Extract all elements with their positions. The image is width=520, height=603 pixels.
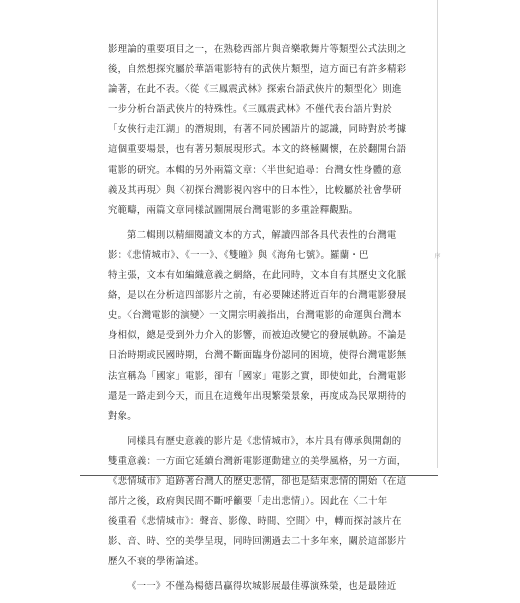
margin-rule [437,0,438,468]
text-line: 影、音、時、空的美學呈現，同時回溯過去二十多年來，關於這部影片 [108,536,407,548]
text-line: 還是一路走到今天，而且在這幾年出現繁榮景象，再度成為民眾期待的 [108,390,407,402]
text-line: 同樣具有歷史意義的影片是《悲情城市》，本片具有傳承與開創的 [127,435,402,447]
text-line: 第二輯則以精細閱讀文本的方式，解讀四部各具代表性的台灣電 [127,229,397,241]
text-line: 法宣稱為「國家」電影，卻有「國家」電影之實，即使如此，台灣電影 [108,370,407,382]
text-line: 對象。 [108,410,137,422]
text-line: 電影的研究。本輯的另外兩篇文章：〈半世紀追尋：台灣女性身體的意 [108,164,402,176]
text-line: 史。〈台灣電影的演變〉一文開宗明義指出，台灣電影的命運與台灣本 [108,310,402,322]
text-line: 《悲情城市》追跡著台灣人的歷史悲情，卻也是結束悲情的開始（在這 [108,475,407,487]
text-line: 特主張，文本有如編織意義之網絡，在此同時，文本自有其歷史文化脈 [108,270,407,282]
text-line: 影：《悲情城市》、《一一》、《雙瞳》與《海角七號》。羅蘭・巴 [108,249,369,261]
paragraph [108,40,420,221]
body-text [108,40,420,603]
side-tab-label: 序 [434,252,441,260]
text-line: 影理論的重要項目之一，在熟稔西部片與音樂歌舞片等類型公式法則之 [108,44,407,55]
text-line: 後，自然想探究屬於華語電影特有的武俠片類型，這方面已有許多精彩 [108,64,407,76]
text-line: 一步分析台語武俠片的特殊性。《三鳳震武林》不僅代表台語片對於 [108,104,393,116]
text-line: 這個重要場景，也有著另類展現形式。本文的終極關懷，在於翻開台語 [108,144,407,156]
paragraph [108,226,420,427]
text-line: 論著，在此不表。〈從《三鳳震武林》探索台語武俠片的類型化〉則進 [108,84,402,96]
text-line: 《一一》不僅為楊德昌贏得坎城影展最佳導演殊榮，也是最陸近 [127,581,397,593]
text-line: 究範疇，兩篇文章同樣試圖開展台灣電影的多重詮釋觀點。 [108,204,359,216]
footer-rule [80,475,438,476]
text-line: 後重看《悲情城市》：聲音、影像、時間、空間〉中，轉而探討該片在 [108,516,402,528]
text-line: 日治時期或民國時期，台灣不斷面臨身份認同的困境，使得台灣電影無 [108,350,407,362]
text-line: 雙重意義：一方面它延續台灣新電影運動建立的美學風格，另一方面， [108,455,407,467]
text-line: 歷久不衰的學術論述。 [108,556,205,568]
text-line: 義及其再現〉與〈初探台灣影視內容中的日本性〉，比較屬於社會學研 [108,184,402,196]
paragraph [108,577,420,597]
text-line: 絡，是以在分析這四部影片之前，有必要陳述將近百年的台灣電影發展 [108,290,407,302]
text-line: 「女俠行走江湖」的潛規則，有著不同於國語片的認識，同時對於考據 [108,124,407,136]
text-line: 部片之後，政府與民間不斷呼籲要「走出悲情」）。因此在〈二十年 [108,496,388,508]
text-line: 身相似，總是受到外力介入的影響，而被迫改變它的發展軌跡。不論是 [108,330,407,342]
paragraph [108,432,420,573]
